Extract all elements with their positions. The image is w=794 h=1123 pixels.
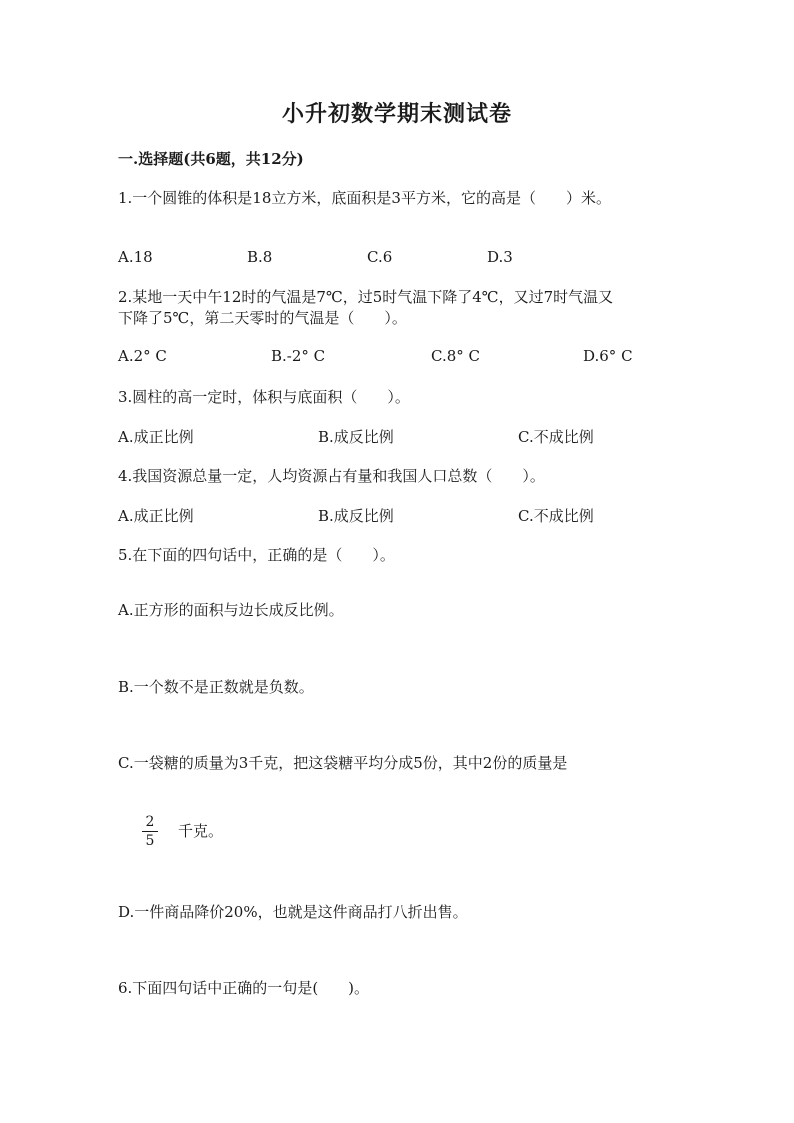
q4-option-a: A.成正比例 (118, 507, 194, 525)
q3-option-c: C.不成比例 (518, 428, 594, 446)
q2-option-c: C.8° C (431, 347, 480, 365)
q5-option-b: B.一个数不是正数就是负数。 (118, 678, 314, 696)
q5-option-c: C.一袋糖的质量为3千克，把这袋糖平均分成5份，其中2份的质量是 (118, 754, 568, 772)
question-1: 1.一个圆锥的体积是18立方米，底面积是3平方米，它的高是（ ）米。 (118, 189, 611, 207)
q1-option-d: D.3 (487, 248, 513, 266)
q4-option-b: B.成反比例 (318, 507, 394, 525)
question-6: 6.下面四句话中正确的一句是( )。 (118, 979, 370, 997)
section-heading: 一.选择题(共6题，共12分) (118, 150, 304, 168)
q1-option-a: A.18 (118, 248, 153, 266)
fraction-unit: 千克。 (178, 822, 224, 840)
q2-option-d: D.6° C (583, 347, 633, 365)
q2-option-a: A.2° C (118, 347, 167, 365)
q2-option-b: B.-2° C (271, 347, 326, 365)
fraction-two-fifths (140, 814, 160, 849)
q3-option-a: A.成正比例 (118, 428, 194, 446)
fraction-bar (142, 831, 158, 832)
question-4: 4.我国资源总量一定，人均资源占有量和我国人口总数（ ）。 (118, 467, 545, 485)
q1-option-b: B.8 (247, 248, 273, 266)
fraction-numerator: 2 (145, 814, 155, 830)
q5-option-d: D.一件商品降价20%，也就是这件商品打八折出售。 (118, 903, 468, 921)
question-2-line-1: 2.某地一天中午12时的气温是7℃，过5时气温下降了4℃，又过7时气温又 (118, 288, 614, 306)
q3-option-b: B.成反比例 (318, 428, 394, 446)
question-3: 3.圆柱的高一定时，体积与底面积（ ）。 (118, 388, 410, 406)
page-title: 小升初数学期末测试卷 (281, 101, 512, 127)
fraction-denominator: 5 (145, 833, 155, 849)
question-2-line-2: 下降了5℃，第二天零时的气温是（ ）。 (118, 309, 407, 327)
q4-option-c: C.不成比例 (518, 507, 594, 525)
q1-option-c: C.6 (367, 248, 393, 266)
question-5: 5.在下面的四句话中，正确的是（ ）。 (118, 546, 395, 564)
q5-option-a: A.正方形的面积与边长成反比例。 (118, 601, 344, 619)
